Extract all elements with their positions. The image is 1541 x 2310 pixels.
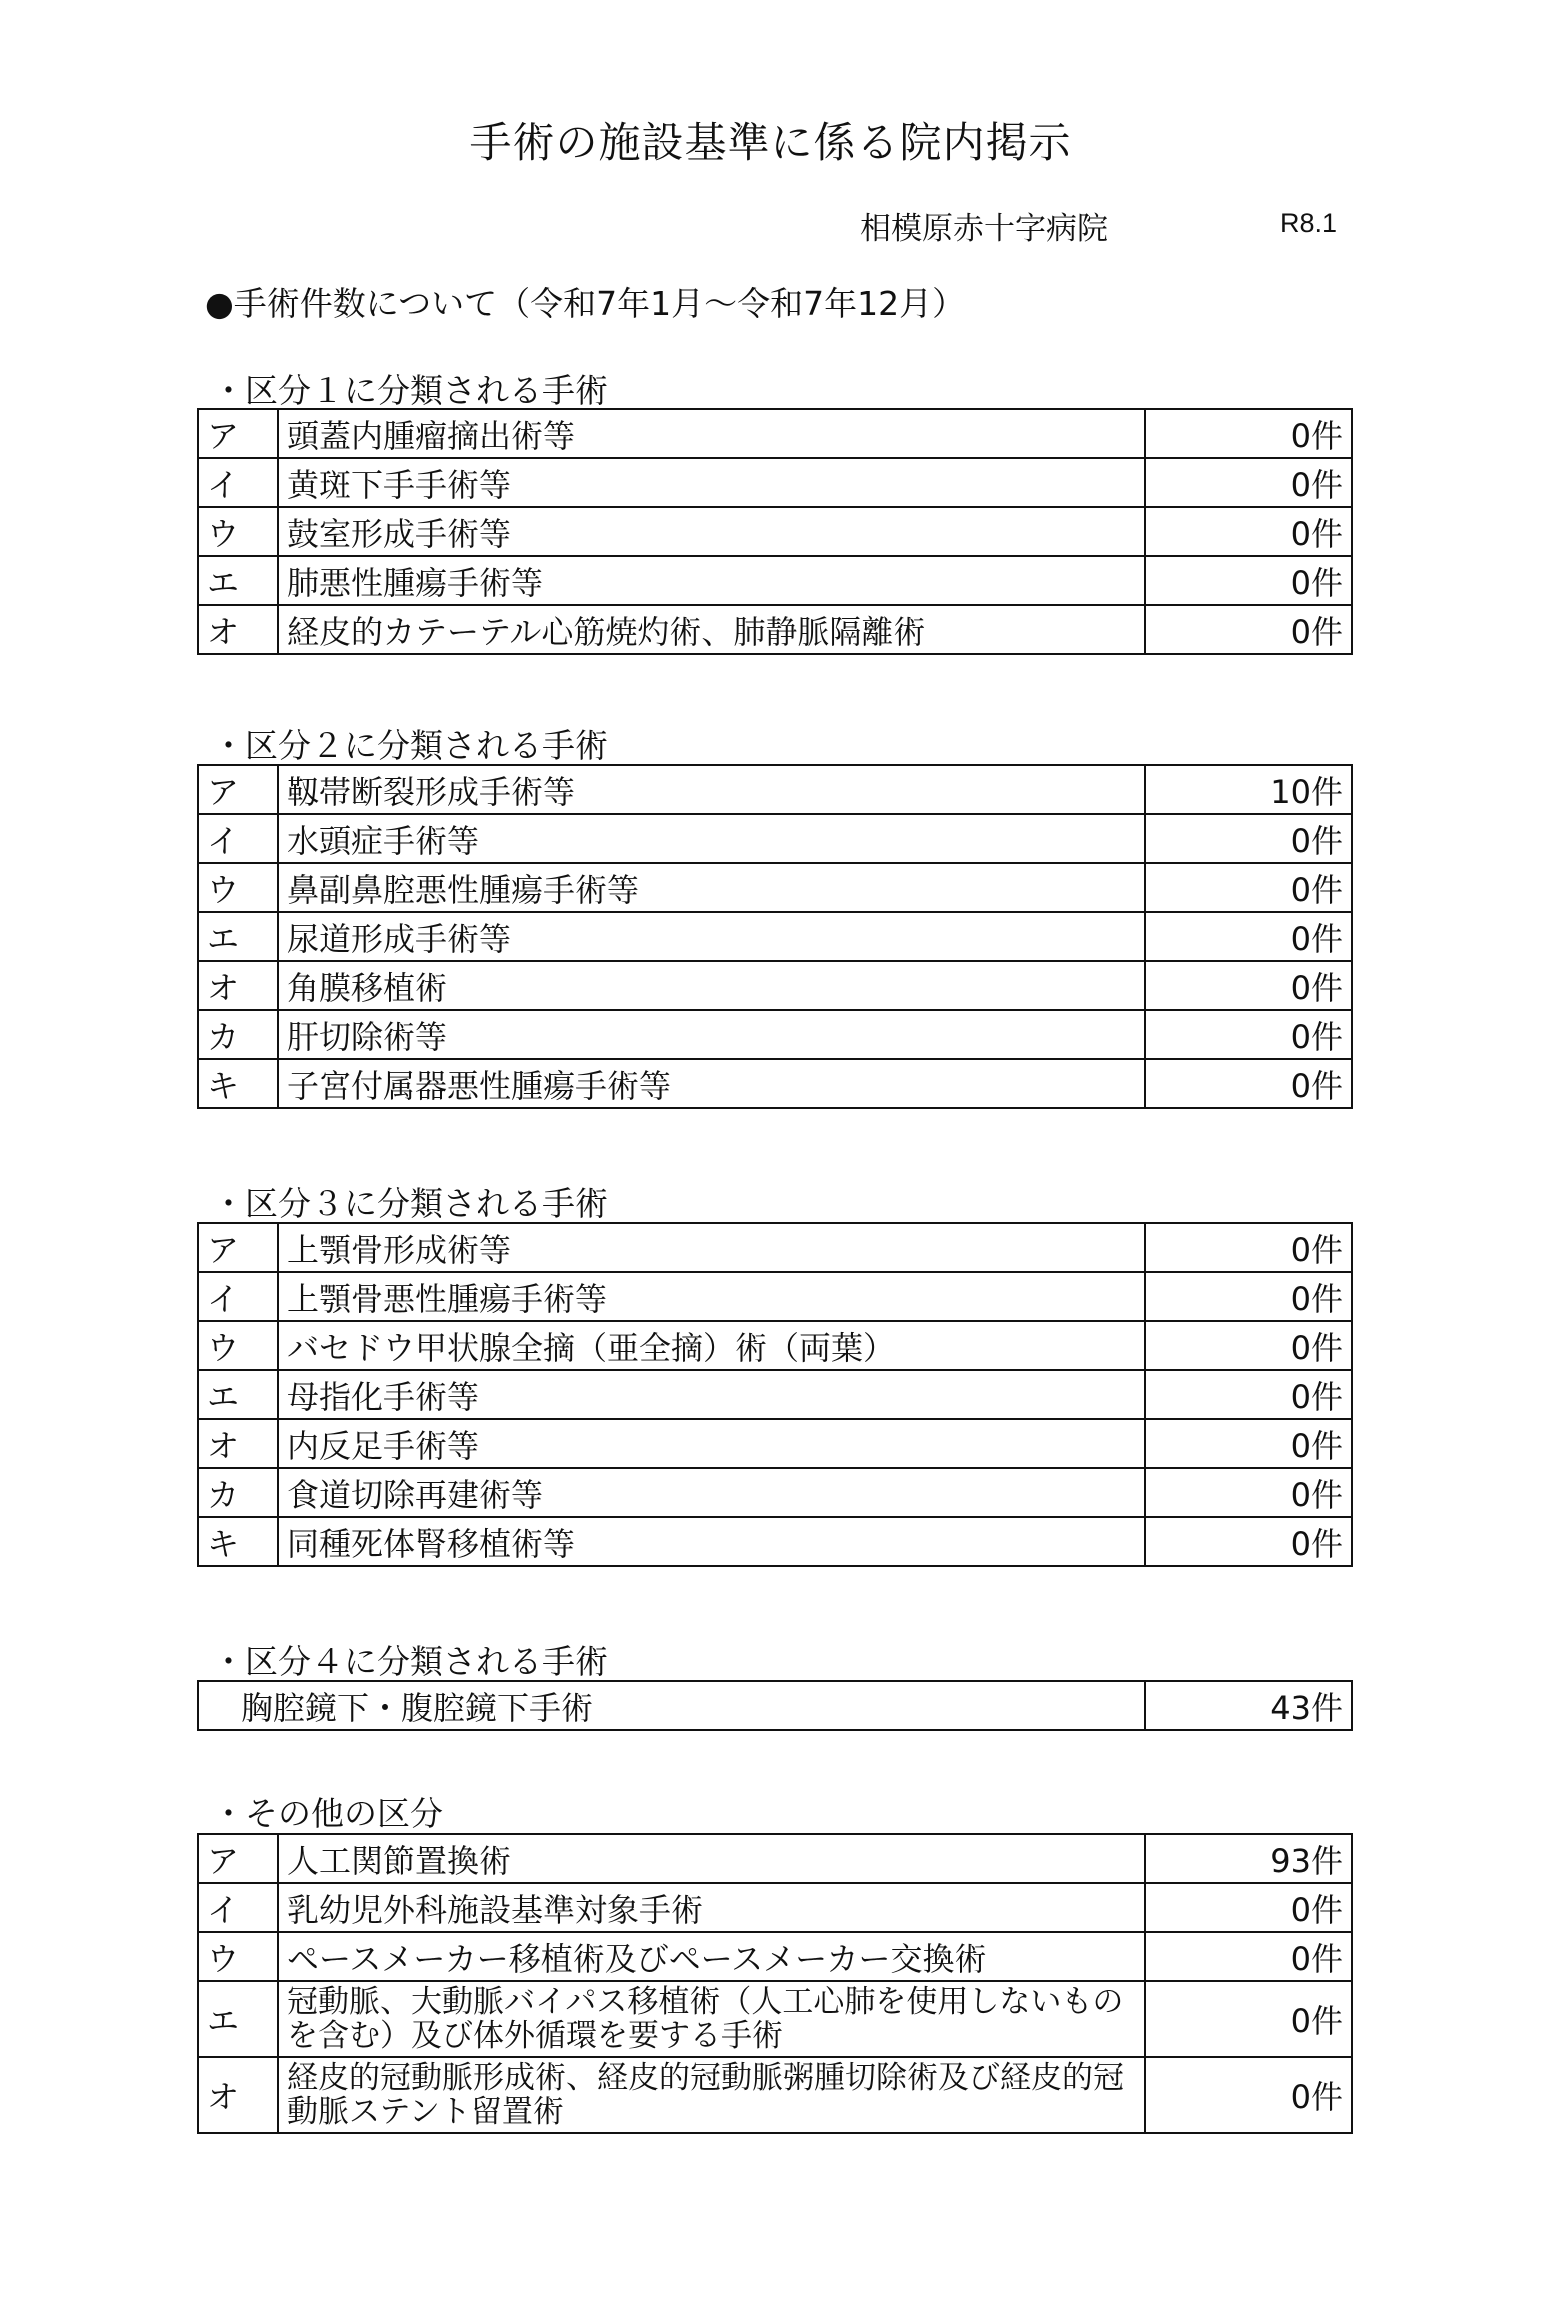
row-name: 角膜移植術 <box>278 961 1145 1010</box>
section-other-label: ・その他の区分 <box>212 1794 443 1833</box>
row-count: 0件 <box>1145 1883 1352 1932</box>
row-code: イ <box>198 814 278 863</box>
row-code: キ <box>198 1517 278 1566</box>
table-row <box>198 1059 1352 1108</box>
table-row <box>198 1834 1352 1883</box>
row-count: 0件 <box>1145 863 1352 912</box>
table-row <box>198 863 1352 912</box>
row-name: 鼻副鼻腔悪性腫瘍手術等 <box>278 863 1145 912</box>
section-1-table <box>197 408 1353 655</box>
row-name: バセドウ甲状腺全摘（亜全摘）術（両葉） <box>278 1321 1145 1370</box>
table-row <box>198 1468 1352 1517</box>
row-code: イ <box>198 1883 278 1932</box>
row-name: 冠動脈、大動脈バイパス移植術（人工心肺を使用しないものを含む）及び体外循環を要する手術 <box>278 1981 1145 2057</box>
row-code: ウ <box>198 1321 278 1370</box>
row-count: 0件 <box>1145 961 1352 1010</box>
row-name: ペースメーカー移植術及びペースメーカー交換術 <box>278 1932 1145 1981</box>
table-row <box>198 1932 1352 1981</box>
row-name: 食道切除再建術等 <box>278 1468 1145 1517</box>
row-code: エ <box>198 1370 278 1419</box>
row-count: 0件 <box>1145 1010 1352 1059</box>
row-code: エ <box>198 1981 278 2057</box>
row-count: 0件 <box>1145 1059 1352 1108</box>
table-row <box>198 1272 1352 1321</box>
table-row <box>198 912 1352 961</box>
row-code: エ <box>198 556 278 605</box>
table-row <box>198 814 1352 863</box>
table-row <box>198 1010 1352 1059</box>
row-name: 内反足手術等 <box>278 1419 1145 1468</box>
section-1-label: ・区分１に分類される手術 <box>212 371 608 410</box>
row-count: 0件 <box>1145 1370 1352 1419</box>
row-name: 上顎骨形成術等 <box>278 1223 1145 1272</box>
row-count: 0件 <box>1145 814 1352 863</box>
table-row <box>198 1517 1352 1566</box>
table-row <box>198 605 1352 654</box>
table-row <box>198 507 1352 556</box>
row-code: カ <box>198 1010 278 1059</box>
row-code: イ <box>198 458 278 507</box>
section-4-table <box>197 1680 1353 1731</box>
row-name: 黄斑下手手術等 <box>278 458 1145 507</box>
row-count: 0件 <box>1145 1321 1352 1370</box>
row-name: 子宮付属器悪性腫瘍手術等 <box>278 1059 1145 1108</box>
row-code: キ <box>198 1059 278 1108</box>
row-name: 胸腔鏡下・腹腔鏡下手術 <box>198 1681 1145 1730</box>
row-code: オ <box>198 1419 278 1468</box>
table-row <box>198 1981 1352 2057</box>
row-count: 0件 <box>1145 1468 1352 1517</box>
row-count: 0件 <box>1145 1419 1352 1468</box>
table-row <box>198 961 1352 1010</box>
row-count: 0件 <box>1145 605 1352 654</box>
row-name: 肝切除術等 <box>278 1010 1145 1059</box>
table-row <box>198 1419 1352 1468</box>
section-2-table <box>197 764 1353 1109</box>
row-count: 0件 <box>1145 458 1352 507</box>
row-code: オ <box>198 961 278 1010</box>
row-count: 10件 <box>1145 765 1352 814</box>
table-row <box>198 1883 1352 1932</box>
row-code: カ <box>198 1468 278 1517</box>
table-row <box>198 2057 1352 2133</box>
surgery-count-heading: ●手術件数について（令和7年1月～令和7年12月） <box>205 284 966 323</box>
row-count: 0件 <box>1145 409 1352 458</box>
row-name: 人工関節置換術 <box>278 1834 1145 1883</box>
row-count: 93件 <box>1145 1834 1352 1883</box>
row-name: 同種死体腎移植術等 <box>278 1517 1145 1566</box>
section-other-table <box>197 1833 1353 2134</box>
row-count: 0件 <box>1145 1272 1352 1321</box>
row-code: オ <box>198 2057 278 2133</box>
row-name: 肺悪性腫瘍手術等 <box>278 556 1145 605</box>
table-row <box>198 409 1352 458</box>
section-3-label: ・区分３に分類される手術 <box>212 1184 608 1223</box>
row-code: ウ <box>198 863 278 912</box>
row-name: 靱帯断裂形成手術等 <box>278 765 1145 814</box>
row-name: 頭蓋内腫瘤摘出術等 <box>278 409 1145 458</box>
row-code: ア <box>198 409 278 458</box>
row-count: 0件 <box>1145 1517 1352 1566</box>
row-count: 0件 <box>1145 507 1352 556</box>
table-row <box>198 1223 1352 1272</box>
section-3-table <box>197 1222 1353 1567</box>
row-count: 0件 <box>1145 1223 1352 1272</box>
table-row <box>198 1681 1352 1730</box>
row-count: 0件 <box>1145 1981 1352 2057</box>
row-code: ア <box>198 1834 278 1883</box>
row-count: 43件 <box>1145 1681 1352 1730</box>
row-name: 経皮的カテーテル心筋焼灼術、肺静脈隔離術 <box>278 605 1145 654</box>
row-name: 上顎骨悪性腫瘍手術等 <box>278 1272 1145 1321</box>
row-count: 0件 <box>1145 1932 1352 1981</box>
hospital-name: 相模原赤十字病院 <box>860 211 1108 247</box>
row-code: ア <box>198 1223 278 1272</box>
row-count: 0件 <box>1145 556 1352 605</box>
row-name: 水頭症手術等 <box>278 814 1145 863</box>
row-name: 母指化手術等 <box>278 1370 1145 1419</box>
table-row <box>198 556 1352 605</box>
row-code: ウ <box>198 1932 278 1981</box>
table-row <box>198 1370 1352 1419</box>
row-count: 0件 <box>1145 912 1352 961</box>
row-code: エ <box>198 912 278 961</box>
row-name: 鼓室形成手術等 <box>278 507 1145 556</box>
section-4-label: ・区分４に分類される手術 <box>212 1642 608 1681</box>
table-row <box>198 765 1352 814</box>
table-row <box>198 1321 1352 1370</box>
row-name: 尿道形成手術等 <box>278 912 1145 961</box>
page-title: 手術の施設基準に係る院内掲示 <box>469 118 1072 167</box>
table-row <box>198 458 1352 507</box>
row-code: ウ <box>198 507 278 556</box>
revision-date: R8.1 <box>1280 208 1338 238</box>
row-code: オ <box>198 605 278 654</box>
row-name: 経皮的冠動脈形成術、経皮的冠動脈粥腫切除術及び経皮的冠動脈ステント留置術 <box>278 2057 1145 2133</box>
row-code: ア <box>198 765 278 814</box>
section-2-label: ・区分２に分類される手術 <box>212 726 608 765</box>
row-code: イ <box>198 1272 278 1321</box>
row-name: 乳幼児外科施設基準対象手術 <box>278 1883 1145 1932</box>
row-count: 0件 <box>1145 2057 1352 2133</box>
